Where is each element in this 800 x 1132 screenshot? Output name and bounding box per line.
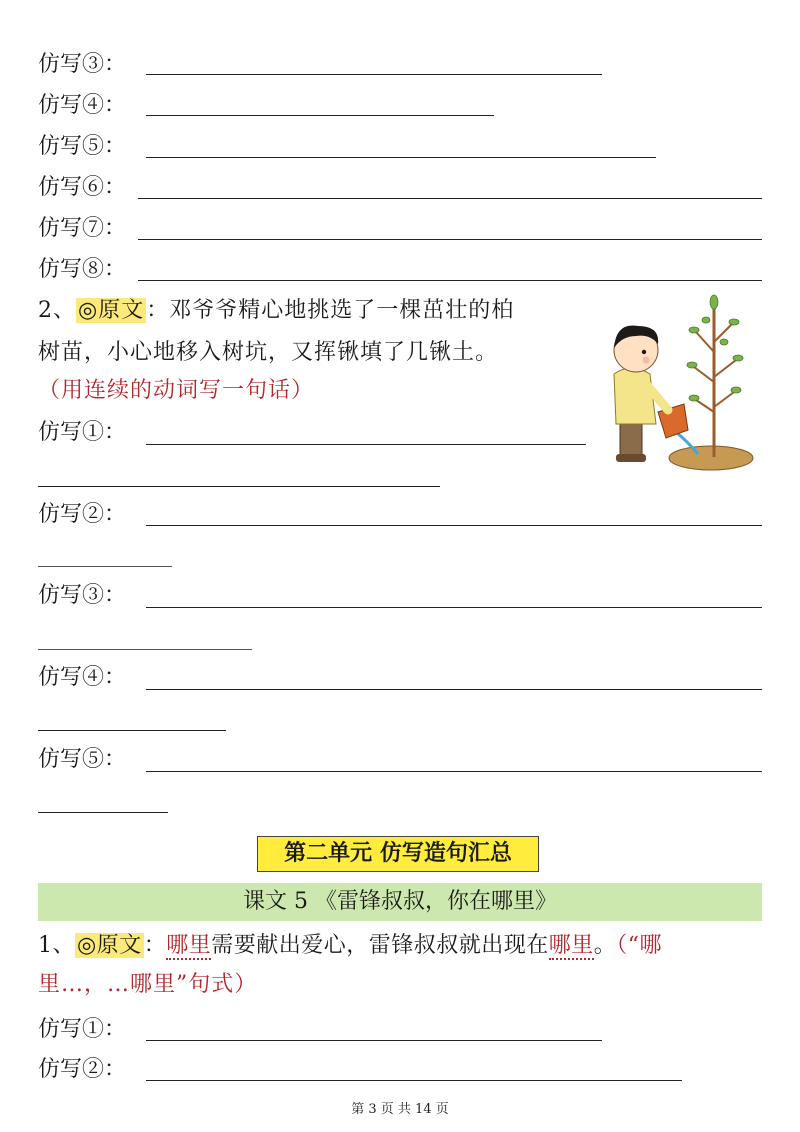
question-2-line2: 树苗，小心地移入树坑，又挥锹填了几锹土。 [38,340,499,365]
practice-label: 仿写②： [38,502,127,527]
practice-label: 仿写③： [38,52,127,77]
answer-line[interactable] [146,689,762,690]
answer-line[interactable] [38,566,172,567]
sentence-middle: 需要献出爱心，雷锋叔叔就出现在 [211,933,549,958]
practice-label: 仿写⑥： [38,175,127,200]
answer-line[interactable] [146,157,656,158]
soil-mound [669,446,753,470]
answer-line[interactable] [38,486,440,487]
practice-label: 仿写④： [38,665,127,690]
practice-label: 仿写②： [38,1057,127,1082]
answer-line[interactable] [38,730,226,731]
original-text-tag: ◎原文 [78,298,145,323]
answer-line[interactable] [146,115,494,116]
answer-line[interactable] [146,771,762,772]
answer-line[interactable] [38,649,252,650]
practice-label: 仿写①： [38,420,127,445]
answer-line[interactable] [146,1040,602,1041]
practice-label: 仿写①： [38,1017,127,1042]
answer-line[interactable] [138,280,762,281]
page-footer: 第 3 页 共 14 页 [351,1102,449,1117]
answer-line[interactable] [38,812,168,813]
practice-label: 仿写⑤： [38,747,127,772]
colon: ： [146,298,170,323]
question-number: 2、 [38,298,76,323]
question-number: 1、 [38,933,75,958]
practice-label: 仿写⑧： [38,257,127,282]
keyword-where: 哪里 [548,933,594,958]
pattern-hint-open: （“哪 [616,933,663,958]
question-2-line1 [38,296,514,326]
colon: ： [143,933,167,958]
practice-label: 仿写⑦： [38,216,127,241]
original-text-tag: ◎原文 [77,933,142,958]
question-1-line1 [38,931,662,961]
practice-label: 仿写③： [38,583,127,608]
answer-line[interactable] [138,198,762,199]
boy-cheek [643,357,650,364]
answer-line[interactable] [146,1080,682,1081]
boy-legs [620,420,642,458]
answer-line[interactable] [138,239,762,240]
answer-line[interactable] [146,607,762,608]
question-1-line2: 里…，…哪里”句式） [38,972,258,997]
practice-label: 仿写⑤： [38,134,127,159]
boy-shirt [614,368,656,424]
answer-line[interactable] [146,444,586,445]
keyword-where: 哪里 [166,933,212,958]
question-2-instruction: （用连续的动词写一句话） [38,378,315,403]
practice-label: 仿写④： [38,93,127,118]
answer-line[interactable] [146,525,762,526]
boy-watering-tree-illustration [606,292,756,472]
boy-shoes [616,454,646,462]
boy-eye [642,350,646,354]
original-sentence-part1: 邓爷爷精心地挑选了一棵茁壮的柏 [169,298,515,323]
sentence-end: 。 [593,933,617,958]
lesson-title: 课文 5 《雷锋叔叔，你在哪里》 [38,883,762,921]
unit-title: 第二单元 仿写造句汇总 [257,836,539,872]
answer-line[interactable] [146,74,602,75]
